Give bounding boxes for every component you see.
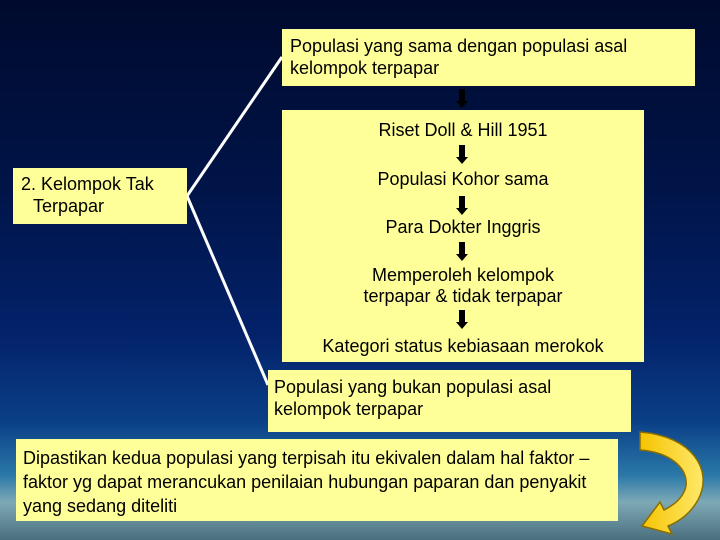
step-doll-hill: Riset Doll & Hill 1951: [378, 120, 548, 140]
down-arrow-icon: [459, 196, 465, 210]
box-equivalence-note-text: Dipastikan kedua populasi yang terpisah itu ekivalen dalam hal faktor – faktor yg dapat merancukan penilaian hubungan paparan dan penyakit yang sedang diteliti: [23, 448, 590, 516]
down-arrow-icon: [459, 242, 465, 256]
step-doctors: Para Dokter Inggris: [385, 217, 541, 237]
box-different-population: [268, 370, 631, 432]
box-same-population: [282, 29, 695, 86]
step-cohort: Populasi Kohor sama: [377, 169, 549, 189]
box-same-population-text: Populasi yang sama dengan populasi asal kelompok terpapar: [290, 36, 628, 78]
down-arrow-icon: [459, 89, 465, 103]
connector-line-top: [187, 57, 282, 196]
box-different-population-text: Populasi yang bukan populasi asal kelompok terpapar: [274, 377, 552, 419]
step-smoking-status: Kategori status kebiasaan merokok: [322, 336, 604, 356]
box-unexposed-group-text: 2. Kelompok Tak Terpapar: [21, 174, 154, 216]
box-unexposed-group: [13, 168, 187, 224]
step-exposure-groups: Memperoleh kelompok terpapar & tidak terpapar: [363, 265, 563, 306]
down-arrow-icon: [459, 310, 465, 324]
box-study-steps: [282, 110, 644, 362]
curved-arrow-icon: [628, 426, 720, 538]
connector-line-bottom: [187, 196, 268, 385]
box-equivalence-note: [16, 439, 618, 521]
down-arrow-icon: [459, 145, 465, 159]
